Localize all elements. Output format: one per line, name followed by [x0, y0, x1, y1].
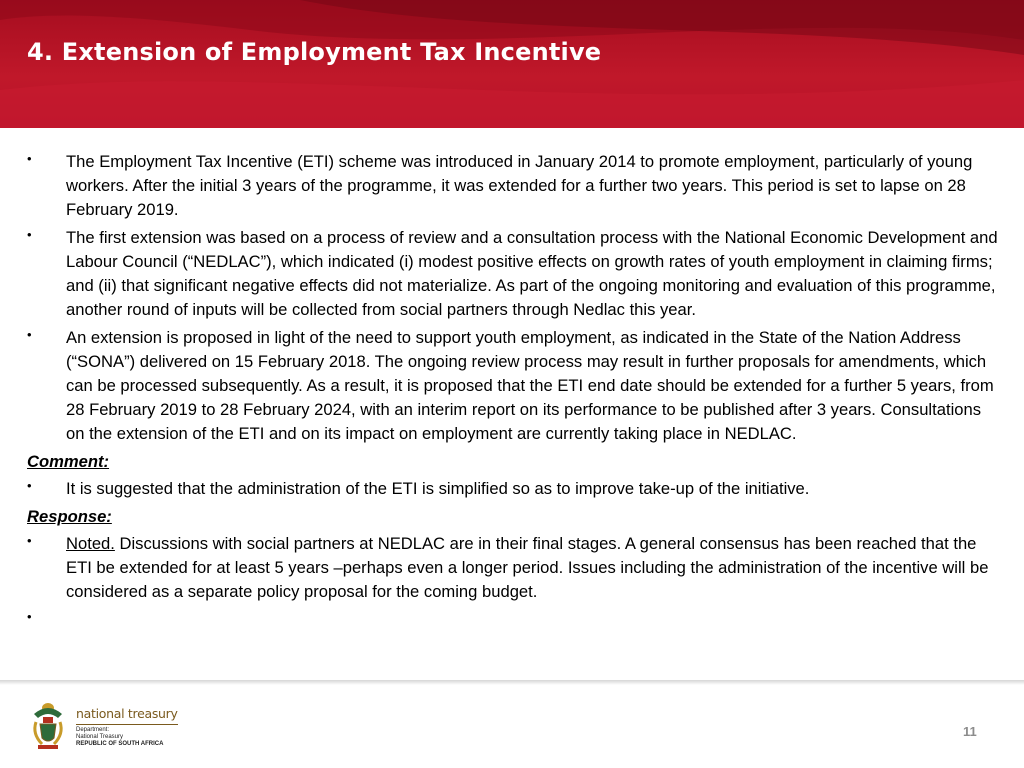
bullet-item	[27, 226, 1002, 322]
response-heading: Response:	[27, 507, 112, 526]
bullet-text: It is suggested that the administration of the ETI is simplified so as to improve take-up of the initiative.	[66, 479, 810, 498]
header-banner	[0, 0, 1024, 128]
south-africa-coat-of-arms-icon	[28, 700, 68, 752]
empty-bullet	[27, 608, 1002, 632]
bullet-text: The first extension was based on a process of review and a consultation process with the National Economic Development and Labour Council (“NEDLAC”), which indicated (i) modest positive effects on growth rates of youth employment in claiming firms; and (ii) that significant negative effects did not materialize. As part of the ongoing monitoring and evaluation of this programme, another round of inputs will be collected from social partners through Nedlac this year.	[66, 228, 998, 319]
brand-name: national treasury	[76, 706, 178, 725]
country-name: REPUBLIC OF SOUTH AFRICA	[76, 741, 164, 747]
bullet-icon: •	[27, 478, 32, 493]
noted-label: Noted.	[66, 534, 115, 553]
bullet-text: The Employment Tax Incentive (ETI) scheme was introduced in January 2014 to promote employment, particularly of young workers. After the initial 3 years of the programme, it was extended for a further two years. This period is set to lapse on 28 February 2019.	[66, 152, 973, 219]
response-text: Discussions with social partners at NEDLAC are in their final stages. A general consensus has been reached that the ETI be extended for at least 5 years –perhaps even a longer period. Issues including the administration of the incentive will be considered as a separate policy proposal for the coming budget.	[66, 534, 989, 601]
bullet-icon: •	[27, 327, 32, 342]
bullet-item	[27, 150, 1002, 222]
bullet-icon: •	[27, 533, 32, 548]
bullet-text: An extension is proposed in light of the need to support youth employment, as indicated in the State of the Nation Address (“SONA”) delivered on 15 February 2018. The ongoing review process may result in further proposals for amendments, which can be processed subsequently. As a result, it is proposed that the ETI end date should be extended for a further 5 years, from 28 February 2019 to 28 February 2024, with an interim report on its performance to be published after 3 years. Consultations on the extension of the ETI and on its impact on employment are currently taking place in NEDLAC.	[66, 328, 994, 443]
comment-heading: Comment:	[27, 452, 110, 471]
bullet-item	[27, 326, 1002, 446]
slide-body	[27, 150, 1002, 636]
bullet-icon: •	[27, 609, 32, 624]
department-name: National Treasury	[76, 734, 124, 740]
page-title: 4. Extension of Employment Tax Incentive	[27, 38, 602, 66]
page-number: 11	[963, 724, 977, 739]
response-bullet	[27, 532, 1002, 604]
bullet-icon: •	[27, 151, 32, 166]
bullet-icon: •	[27, 227, 32, 242]
department-label: Department:	[76, 727, 110, 733]
comment-bullet	[27, 477, 1002, 501]
footer-divider	[0, 680, 1024, 685]
national-treasury-logo	[28, 700, 188, 752]
